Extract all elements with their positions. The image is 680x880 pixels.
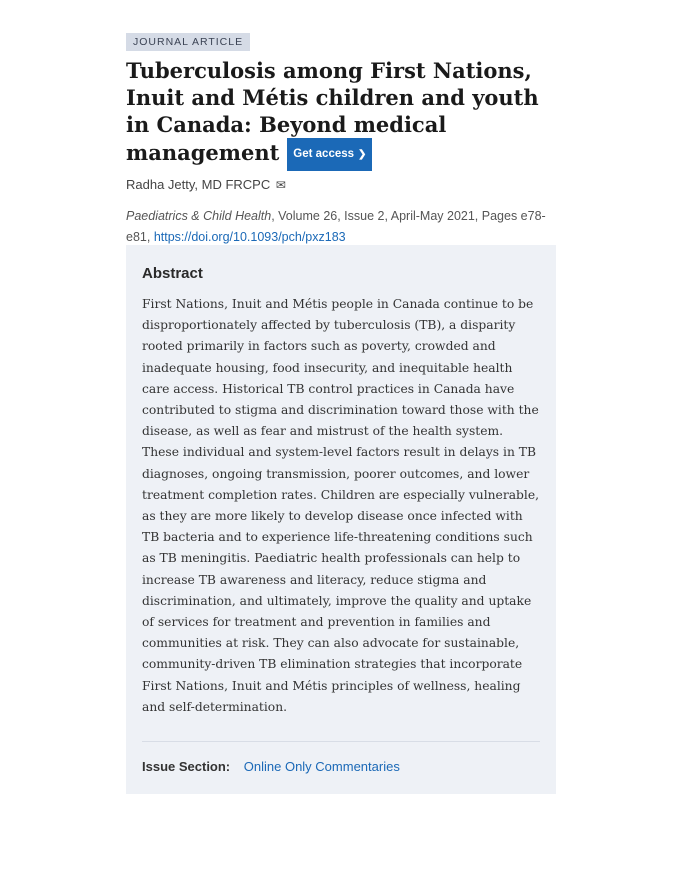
article-title-text: Tuberculosis among First Nations, Inuit and Métis children and youth in Canada: Beyond medical management	[126, 58, 539, 165]
abstract-heading: Abstract	[142, 265, 203, 282]
article-header	[126, 32, 556, 264]
divider	[142, 741, 540, 742]
citation-details: , Volume 26, Issue 2, April-May 2021, Pages e78-e81,	[126, 209, 546, 244]
article-title	[126, 57, 556, 171]
abstract-text: First Nations, Inuit and Métis people in Canada continue to be disproportionately affected by tuberculosis (TB), a disparity rooted primarily in factors such as poverty, crowded and inadequate housing, food insecurity, and inequitable health care access. Historical TB control practices in Canada have contributed to stigma and discrimination toward those with the disease, as well as fear and mistrust of the health system. These individual and system-level factors result in delays in TB diagnoses, ongoing transmission, poorer outcomes, and lower treatment completion rates. Children are especially vulnerable, as they are more likely to develop disease once infected with TB bacteria and to experience life-threatening conditions such as TB meningitis. Paediatric health professionals can help to increase TB awareness and literacy, reduce stigma and discrimination, and ultimately, improve the quality and uptake of services for treatment and prevention in families and communities at risk. They can also advocate for sustainable, community-driven TB elimination strategies that incorporate First Nations, Inuit and Métis principles of wellness, healing and self-determination.	[142, 297, 540, 714]
chevron-right-icon: ❯	[358, 149, 367, 160]
abstract-panel	[126, 245, 556, 794]
author-line	[126, 177, 556, 192]
get-access-label: Get access	[293, 148, 355, 160]
envelope-icon[interactable]: ✉	[275, 178, 286, 192]
author-name[interactable]: Radha Jetty, MD FRCPC	[126, 177, 271, 192]
issue-section-label: Issue Section:	[142, 759, 231, 775]
issue-section	[142, 759, 540, 774]
get-access-button[interactable]	[287, 138, 372, 171]
doi-link[interactable]: https://doi.org/10.1093/pch/pxz183	[153, 230, 346, 244]
article-type-badge: JOURNAL ARTICLE	[126, 33, 250, 51]
citation	[126, 206, 556, 248]
journal-name: Paediatrics & Child Health	[126, 209, 272, 223]
issue-section-link[interactable]: Online Only Commentaries	[243, 759, 400, 775]
